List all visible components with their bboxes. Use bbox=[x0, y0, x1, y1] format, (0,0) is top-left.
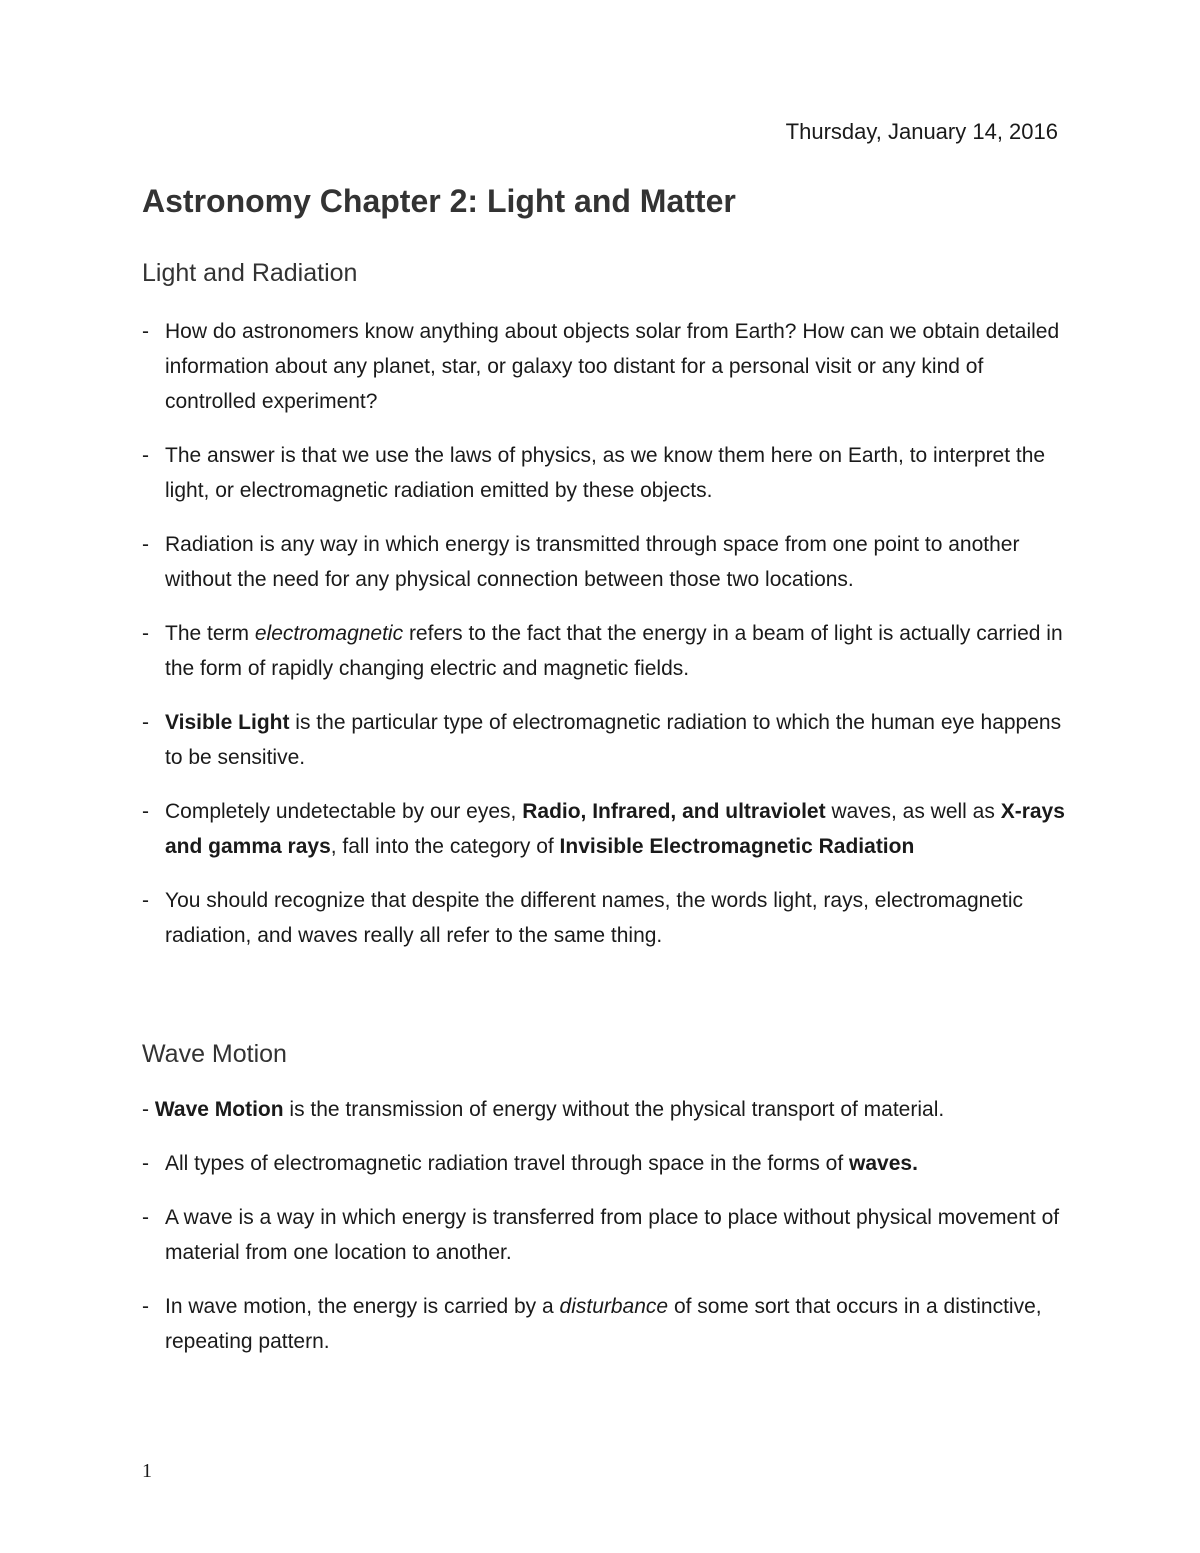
bullet-text: The term bbox=[165, 622, 255, 645]
bullet-text: All types of electromagnetic radiation travel through space in the forms of bbox=[165, 1152, 850, 1175]
bullet-dash: - bbox=[142, 320, 149, 343]
section-heading-light-and-radiation: Light and Radiation bbox=[142, 259, 358, 287]
bullet-dash: - bbox=[142, 1206, 149, 1229]
list-item bbox=[142, 1146, 1072, 1181]
bullet-text: waves, as well as bbox=[825, 800, 1001, 823]
bullet-dash: - bbox=[142, 800, 149, 823]
bullet-text: , fall into the category of bbox=[330, 835, 560, 858]
list-item bbox=[142, 883, 1072, 953]
list-item bbox=[142, 1092, 1072, 1127]
page-number: 1 bbox=[142, 1460, 152, 1482]
bullet-text: How do astronomers know anything about objects solar from Earth? How can we obtain detailed information about any planet, star, or galaxy too distant for a personal visit or any kind of controlled experiment? bbox=[165, 320, 1060, 413]
bold-term: Invisible Electromagnetic Radiation bbox=[559, 835, 915, 858]
bullet-dash: - bbox=[142, 444, 149, 467]
bold-term: X-rays and gamma rays bbox=[165, 800, 1065, 858]
bold-term: waves. bbox=[849, 1152, 918, 1175]
wave-motion-list bbox=[142, 1092, 1072, 1378]
bullet-text: is the transmission of energy without the physical transport of material. bbox=[283, 1098, 945, 1121]
bullet-dash: - bbox=[142, 1295, 149, 1318]
list-item bbox=[142, 794, 1072, 864]
bullet-text: is the particular type of electromagnetic radiation to which the human eye happens to be sensitive. bbox=[165, 711, 1062, 769]
section-heading-wave-motion: Wave Motion bbox=[142, 1040, 287, 1068]
list-item bbox=[142, 314, 1072, 419]
list-item bbox=[142, 1200, 1072, 1270]
list-item bbox=[142, 527, 1072, 597]
bullet-text: Radiation is any way in which energy is transmitted through space from one point to another without the need for any physical connection between those two locations. bbox=[165, 533, 1020, 591]
bullet-dash: - bbox=[142, 711, 149, 734]
bullet-text: In wave motion, the energy is carried by a bbox=[165, 1295, 560, 1318]
light-and-radiation-list bbox=[142, 314, 1072, 972]
bullet-text: A wave is a way in which energy is transferred from place to place without physical movement of material from one location to another. bbox=[165, 1206, 1060, 1264]
bold-term: Radio, Infrared, and ultraviolet bbox=[522, 800, 826, 823]
list-item bbox=[142, 616, 1072, 686]
list-item bbox=[142, 705, 1072, 775]
document-date: Thursday, January 14, 2016 bbox=[785, 119, 1058, 144]
italic-term: disturbance bbox=[559, 1295, 669, 1318]
italic-term: electromagnetic bbox=[254, 622, 404, 645]
bullet-dash: - bbox=[142, 622, 149, 645]
bullet-dash: - bbox=[142, 1152, 149, 1175]
bold-term: Wave Motion bbox=[154, 1098, 284, 1121]
list-item bbox=[142, 1289, 1072, 1359]
document-title: Astronomy Chapter 2: Light and Matter bbox=[142, 183, 736, 219]
bullet-text: Completely undetectable by our eyes, bbox=[165, 800, 523, 823]
list-item bbox=[142, 438, 1072, 508]
bullet-text: You should recognize that despite the different names, the words light, rays, electromagnetic radiation, and waves really all refer to the same thing. bbox=[165, 889, 1024, 947]
bullet-dash: - bbox=[142, 889, 149, 912]
bold-term: Visible Light bbox=[165, 711, 290, 734]
bullet-text: The answer is that we use the laws of physics, as we know them here on Earth, to interpret the light, or electromagnetic radiation emitted by these objects. bbox=[165, 444, 1046, 502]
bullet-text: refers to the fact that the energy in a beam of light is actually carried in the form of rapidly changing electric and magnetic fields. bbox=[165, 622, 1063, 680]
bullet-dash: - bbox=[142, 1098, 149, 1121]
bullet-text: of some sort that occurs in a distinctive, repeating pattern. bbox=[165, 1295, 1042, 1353]
bullet-dash: - bbox=[142, 533, 149, 556]
